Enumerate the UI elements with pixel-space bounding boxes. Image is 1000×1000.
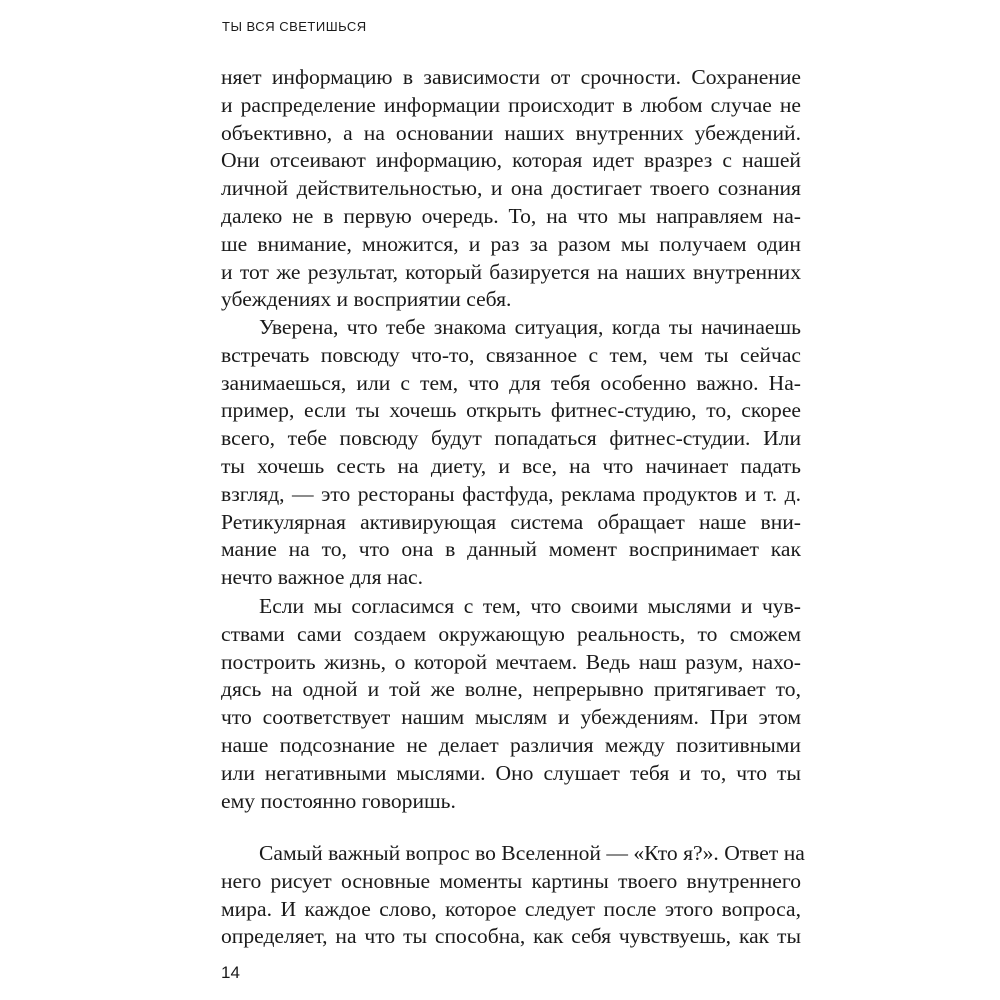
text-line: мира. И каждое слово, которое следует после этого вопроса, xyxy=(221,896,801,921)
page-number: 14 xyxy=(221,963,240,982)
text-line: Ретикулярная активирующая система обращает наше вни- xyxy=(221,509,801,534)
text-line: Если мы согласимся с тем, что своими мыслями и чув- xyxy=(259,594,801,618)
text-line: ше внимание, множится, и раз за разом мы получаем один xyxy=(221,231,801,256)
paragraph-2 xyxy=(221,314,801,592)
text-line: построить жизнь, о которой мечтаем. Ведь наш разум, нахо- xyxy=(221,649,801,674)
text-line: определяет, на что ты способна, как себя чувствуешь, как ты xyxy=(221,924,801,949)
paragraph-1 xyxy=(221,64,801,314)
running-header: ТЫ ВСЯ СВЕТИШЬСЯ xyxy=(222,19,367,34)
paragraph-4 xyxy=(221,840,805,951)
text-line: Уверена, что тебе знакома ситуация, когда ты начинаешь xyxy=(259,315,801,339)
paragraph-3 xyxy=(221,593,801,815)
text-line: Они отсеивают информацию, которая идет вразрез с нашей xyxy=(221,148,801,173)
text-line: убеждениях и восприятии себя. xyxy=(221,287,512,312)
text-line: няет информацию в зависимости от срочности. Сохранение xyxy=(221,65,801,89)
text-line: всего, тебе повсюду будут попадаться фитнес-студии. Или xyxy=(221,426,801,451)
text-line: мание на то, что она в данный момент воспринимает как xyxy=(221,537,801,562)
text-line: или негативными мыслями. Оно слушает тебя и то, что ты xyxy=(221,760,801,785)
text-line: Самый важный вопрос во Вселенной — «Кто я?». Ответ на xyxy=(259,841,805,865)
text-line: дясь на одной и той же волне, непрерывно притягивает то, xyxy=(221,677,801,702)
text-line: нечто важное для нас. xyxy=(221,565,424,590)
text-line: ты хочешь сесть на диету, и все, на что начинает падать xyxy=(221,453,801,478)
text-line: объективно, а на основании наших внутренних убеждений. xyxy=(221,120,801,145)
text-line: далеко не в первую очередь. То, на что мы направляем на- xyxy=(221,203,801,228)
text-line: наше подсознание не делает различия между позитивными xyxy=(221,732,801,757)
text-line: ствами сами создаем окружающую реальность, то сможем xyxy=(221,621,801,646)
text-line: пример, если ты хочешь открыть фитнес-студию, то, скорее xyxy=(221,398,801,423)
text-line: взгляд, — это рестораны фастфуда, реклама продуктов и т. д. xyxy=(221,481,801,506)
text-line: занимаешься, или с тем, что для тебя особенно важно. На- xyxy=(221,370,801,395)
text-line: и распределение информации происходит в любом случае не xyxy=(221,92,801,117)
text-line: ему постоянно говоришь. xyxy=(221,788,456,813)
text-line: встречать повсюду что-то, связанное с тем, чем ты сейчас xyxy=(221,342,801,367)
text-line: и тот же результат, который базируется на наших внутренних xyxy=(221,259,801,284)
text-line: него рисует основные моменты картины твоего внутреннего xyxy=(221,868,801,893)
text-line: личной действительностью, и она достигает твоего сознания xyxy=(221,176,801,201)
text-line: что соответствует нашим мыслям и убеждениям. При этом xyxy=(221,705,801,730)
